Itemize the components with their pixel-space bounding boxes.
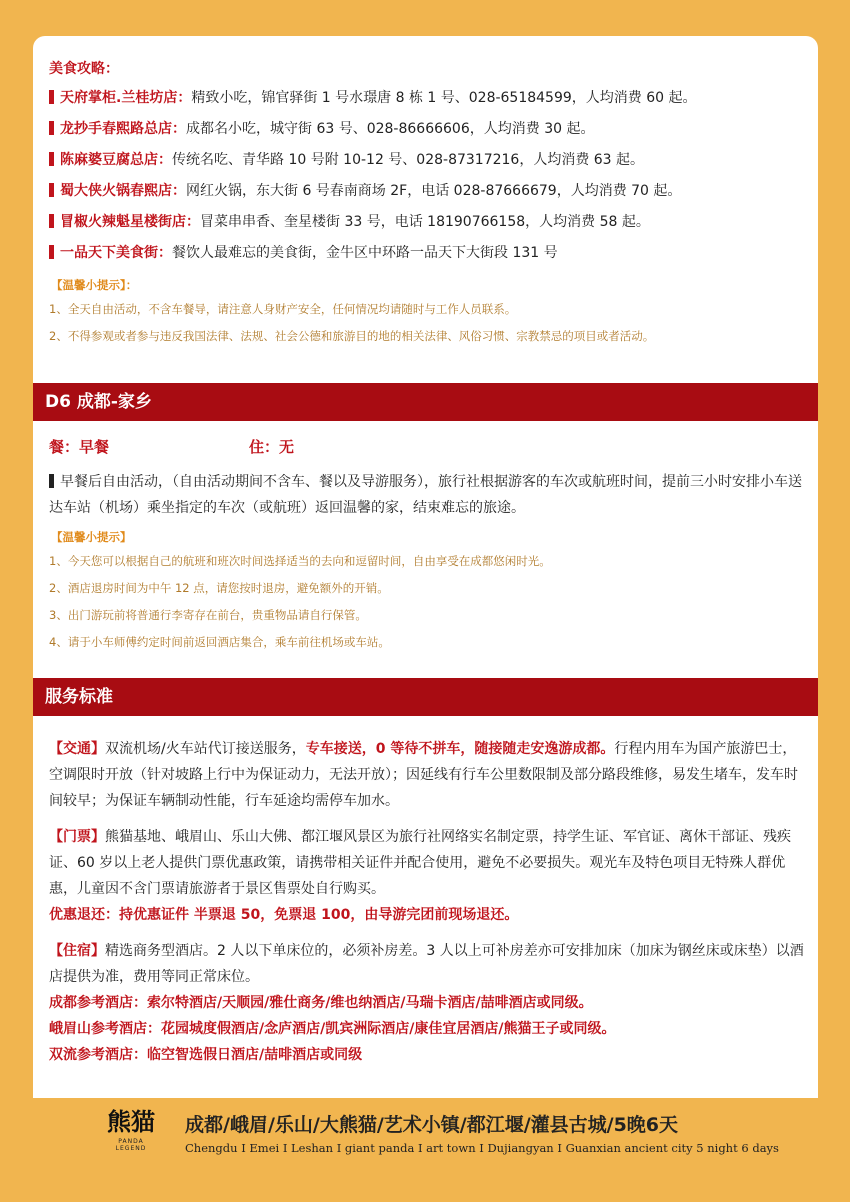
day6-banner: D6 成都-家乡 [33, 383, 818, 421]
restaurant-name: 龙抄手春熙路总店： [60, 121, 186, 137]
meal-info: 餐：早餐 [49, 438, 110, 456]
restaurant-item [49, 119, 809, 139]
hotel-text: 精选商务型酒店。2 人以下单床位的，必须补房差。3 人以上可补房差亦可安排加床（加床为钢丝床或床垫）以酒店提供为准，费用等同正常床位。 [49, 943, 804, 985]
stay-info: 住：无 [249, 438, 295, 456]
tip-line: 2、酒店退房时间为中午 12 点，请您按时退房，避免额外的开销。 [49, 581, 389, 595]
bullet-bar-icon [49, 474, 54, 488]
traffic-paragraph [49, 736, 809, 814]
hotel-ref-emei: 峨眉山参考酒店：花园城度假酒店/念庐酒店/凯宾洲际酒店/康佳宜居酒店/熊猫王子或同级。 [49, 1021, 616, 1037]
tip-line: 4、请于小车师傅约定时间前返回酒店集合，乘车前往机场或车站。 [49, 635, 390, 649]
footer-title: 成都/峨眉/乐山/大熊猫/艺术小镇/都江堰/灌县古城/5晚6天 [185, 1114, 679, 1136]
restaurant-name: 冒椒火辣魁星楼街店： [60, 214, 200, 230]
day6-tips [49, 529, 809, 650]
restaurant-item [49, 88, 809, 108]
service-banner: 服务标准 [33, 678, 818, 716]
bullet-bar-icon [49, 121, 54, 135]
logo-text: 熊猫 [107, 1108, 155, 1136]
panda-legend-logo [105, 1110, 157, 1168]
ticket-paragraph [49, 824, 809, 902]
bullet-bar-icon [49, 183, 54, 197]
logo-subtext: PANDA LEGEND [115, 1138, 147, 1152]
restaurant-desc: 成都名小吃，城守街 63 号、028-86666606，人均消费 30 起。 [186, 121, 595, 137]
hotel-paragraph [49, 938, 809, 990]
footer [33, 1098, 818, 1178]
restaurant-item [49, 150, 809, 170]
ticket-text: 熊猫基地、峨眉山、乐山大佛、都江堰风景区为旅行社网络实名制定票，持学生证、军官证、离休干部证、残疾证、60 岁以上老人提供门票优惠政策，请携带相关证件并配合使用，避免不必要损失。观光车及特色项目无特殊人群优惠，儿童因不含门票请旅游者于景区售票处自行购买。 [49, 829, 791, 897]
restaurant-item [49, 243, 809, 263]
ticket-label: 【门票】 [49, 829, 105, 845]
hotel-ref-shuangliu: 双流参考酒店：临空智选假日酒店/喆啡酒店或同级 [49, 1047, 363, 1063]
traffic-text-a: 双流机场/火车站代订接送服务， [105, 741, 306, 757]
traffic-text-b: 行程内用车为国产旅游巴士，空调限时开放（针对坡路上行中为保证动力，无法开放）；因延线有行车公里数限制及部分路段维修，易发生堵车，发车时间较早；为保证车辆制动性能，行车延途均需停车加水。 [49, 741, 798, 809]
restaurant-name: 天府掌柜.兰桂坊店： [60, 90, 192, 106]
footer-subtitle: Chengdu I Emei I Leshan I giant panda I art town I Dujiangyan I Guanxian ancient city 5 night 6 days [185, 1141, 779, 1155]
restaurant-desc: 传统名吃、青华路 10 号附 10-12 号、028-87317216，人均消费 63 起。 [172, 152, 645, 168]
restaurant-desc: 餐饮人最难忘的美食街，金牛区中环路一品天下大街段 131 号 [172, 245, 558, 261]
tip-line: 3、出门游玩前将普通行李寄存在前台，贵重物品请自行保管。 [49, 608, 367, 622]
restaurant-item [49, 212, 809, 232]
restaurant-name: 蜀大侠火锅春熙店： [60, 183, 186, 199]
hotel-label: 【住宿】 [49, 943, 105, 959]
day6-description-text: 早餐后自由活动，（自由活动期间不含车、餐以及导游服务），旅行社根据游客的车次或航班时间，提前三小时安排小车送达车站（机场）乘坐指定的车次（或航班）返回温馨的家，结束难忘的旅途。 [49, 474, 802, 516]
day6-description [49, 469, 809, 521]
restaurant-name: 一品天下美食街： [60, 245, 172, 261]
restaurant-name: 陈麻婆豆腐总店： [60, 152, 172, 168]
tip-line: 1、全天自由活动，不含车餐导，请注意人身财产安全，任何情况均请随时与工作人员联系。 [49, 302, 517, 316]
bullet-bar-icon [49, 214, 54, 228]
traffic-highlight: 专车接送，0 等待不拼车，随接随走安逸游成都。 [305, 741, 615, 757]
bullet-bar-icon [49, 152, 54, 166]
restaurant-item [49, 181, 809, 201]
tip-line: 2、不得参观或者参与违反我国法律、法规、社会公德和旅游目的地的相关法律、风俗习惯、宗教禁忌的项目或者活动。 [49, 329, 655, 343]
tips-title: 【温馨小提示】： [51, 278, 138, 292]
food-tips [49, 277, 809, 344]
day6-section [49, 436, 809, 661]
hotel-ref-chengdu: 成都参考酒店：索尔特酒店/天顺园/雅仕商务/维也纳酒店/马瑞卡酒店/喆啡酒店或同级。 [49, 995, 593, 1011]
restaurant-desc: 网红火锅，东大街 6 号春南商场 2F，电话 028-87666679，人均消费 70 起。 [186, 183, 682, 199]
tip-line: 1、今天您可以根据自己的航班和班次时间选择适当的去向和逗留时间，自由享受在成都悠闲时光。 [49, 554, 551, 568]
bullet-bar-icon [49, 245, 54, 259]
tips-title: 【温馨小提示】 [51, 530, 132, 544]
bullet-bar-icon [49, 90, 54, 104]
service-section [49, 736, 809, 1068]
food-guide-section [49, 58, 809, 355]
restaurant-desc: 精致小吃，锦官驿街 1 号水璟唐 8 栋 1 号、028-65184599，人均消费 60 起。 [191, 90, 697, 106]
traffic-label: 【交通】 [49, 741, 105, 757]
ticket-refund: 优惠退还：持优惠证件 半票退 50，免票退 100，由导游完团前现场退还。 [49, 907, 519, 923]
restaurant-desc: 冒菜串串香、奎星楼街 33 号，电话 18190766158，人均消费 58 起。 [200, 214, 650, 230]
food-guide-title: 美食攻略： [49, 61, 119, 77]
